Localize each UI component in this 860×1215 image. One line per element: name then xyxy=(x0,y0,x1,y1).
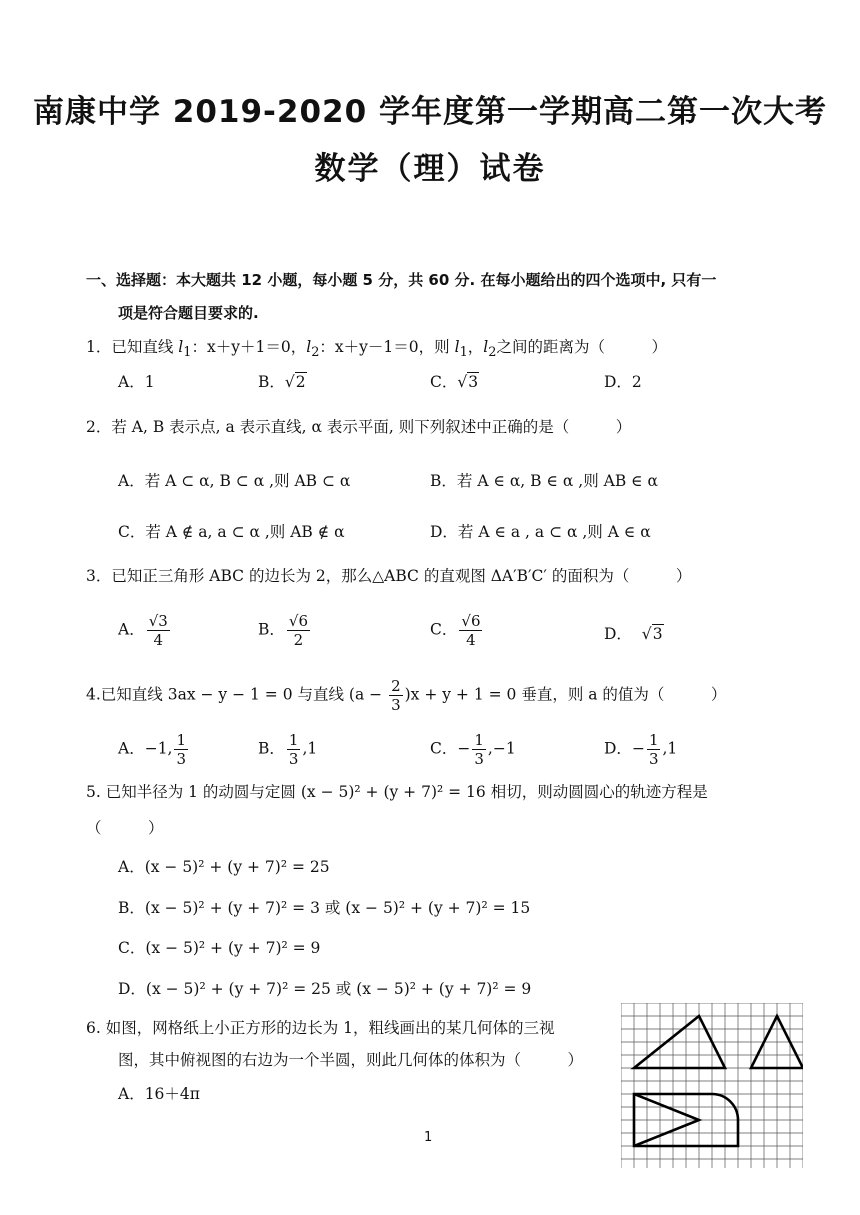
q5-option-b: B．(x − 5)² + (y + 7)² = 3 或 (x − 5)² + (y + 7)² = 15 xyxy=(118,899,531,917)
q3-option-d: D． √3 xyxy=(604,625,663,643)
question-6-stem-cont: 图，其中俯视图的右边为一个半圆，则此几何体的体积为（ ） xyxy=(118,1051,584,1069)
q2-option-c: C．若 A ∉ a, a ⊂ α ,则 AB ∉ α xyxy=(118,523,345,541)
q2-option-b: B．若 A ∈ α, B ∈ α ,则 AB ∈ α xyxy=(430,472,659,490)
q1-option-c: C．√3 xyxy=(430,373,479,391)
q4-option-d: D．− $\frac{1}{3}$ ,1 xyxy=(604,731,678,768)
question-2-stem: 2．若 A, B 表示点, a 表示直线, α 表示平面, 则下列叙述中正确的是（ ） xyxy=(86,418,632,436)
q4-option-a: A．−1, $\frac{1}{3}$ xyxy=(118,731,187,768)
grid-lines xyxy=(621,1003,803,1168)
section-heading: 一、选择题：本大题共 12 小题，每小题 5 分，共 60 分. 在每小题给出的四个选项中, 只有一 xyxy=(86,271,717,289)
section-heading-cont: 项是符合题目要求的. xyxy=(118,304,259,322)
q5-option-c: C．(x − 5)² + (y + 7)² = 9 xyxy=(118,939,321,957)
q5-option-a: A．(x − 5)² + (y + 7)² = 25 xyxy=(118,858,330,876)
q1-option-a: A．1 xyxy=(118,373,155,391)
q4-option-b: B． $\frac{1}{3}$ ,1 xyxy=(258,731,318,768)
q2-option-d: D．若 A ∈ a , a ⊂ α ,则 A ∈ α xyxy=(430,523,651,541)
exam-title-line2: 数学（理）试卷 xyxy=(314,151,546,187)
question-5-stem: 5. 已知半径为 1 的动圆与定圆 (x − 5)² + (y + 7)² = 16 相切，则动圆圆心的轨迹方程是 xyxy=(86,783,708,801)
q6-option-a: A．16＋4π xyxy=(118,1085,200,1103)
exam-title-line1: 南康中学 2019-2020 学年度第一学期高二第一次大考 xyxy=(32,94,827,130)
q1-option-b: B．√2 xyxy=(258,373,306,391)
question-3-stem: 3．已知正三角形 ABC 的边长为 2，那么△ABC 的直观图 ΔA′B′C′ 的面积为（ ） xyxy=(86,567,692,585)
q2-option-a: A．若 A ⊂ α, B ⊂ α ,则 AB ⊂ α xyxy=(118,472,351,490)
q3-option-a: A． $\frac{√3}{4}$ xyxy=(118,612,168,649)
q5-option-d: D．(x − 5)² + (y + 7)² = 25 或 (x − 5)² + (y + 7)² = 9 xyxy=(118,980,532,998)
question-5-stem-cont: （ ） xyxy=(86,819,164,837)
page-number: 1 xyxy=(424,1130,433,1145)
q4-option-c: C．− $\frac{1}{3}$ ,−1 xyxy=(430,731,516,768)
q3-option-b: B． $\frac{√6}{2}$ xyxy=(258,612,308,649)
question-4-stem: 4.已知直线 3ax − y − 1 = 0 与直线 (a − $\frac{2}{3}$ )x + y + 1 = 0 垂直，则 a 的值为（ ） xyxy=(86,677,727,714)
q1-option-d: D．2 xyxy=(604,373,642,391)
three-view-grid-figure xyxy=(621,1003,803,1168)
q3-option-c: C． $\frac{√6}{4}$ xyxy=(430,612,481,649)
question-1-stem: 1．已知直线 $l_1$：x＋y＋1＝0，$l_2$：x＋y－1＝0，则 $l_1$，$l_2$之间的距离为（ ） xyxy=(86,338,667,361)
question-6-stem: 6. 如图，网格纸上小正方形的边长为 1，粗线画出的某几何体的三视 xyxy=(86,1019,555,1037)
